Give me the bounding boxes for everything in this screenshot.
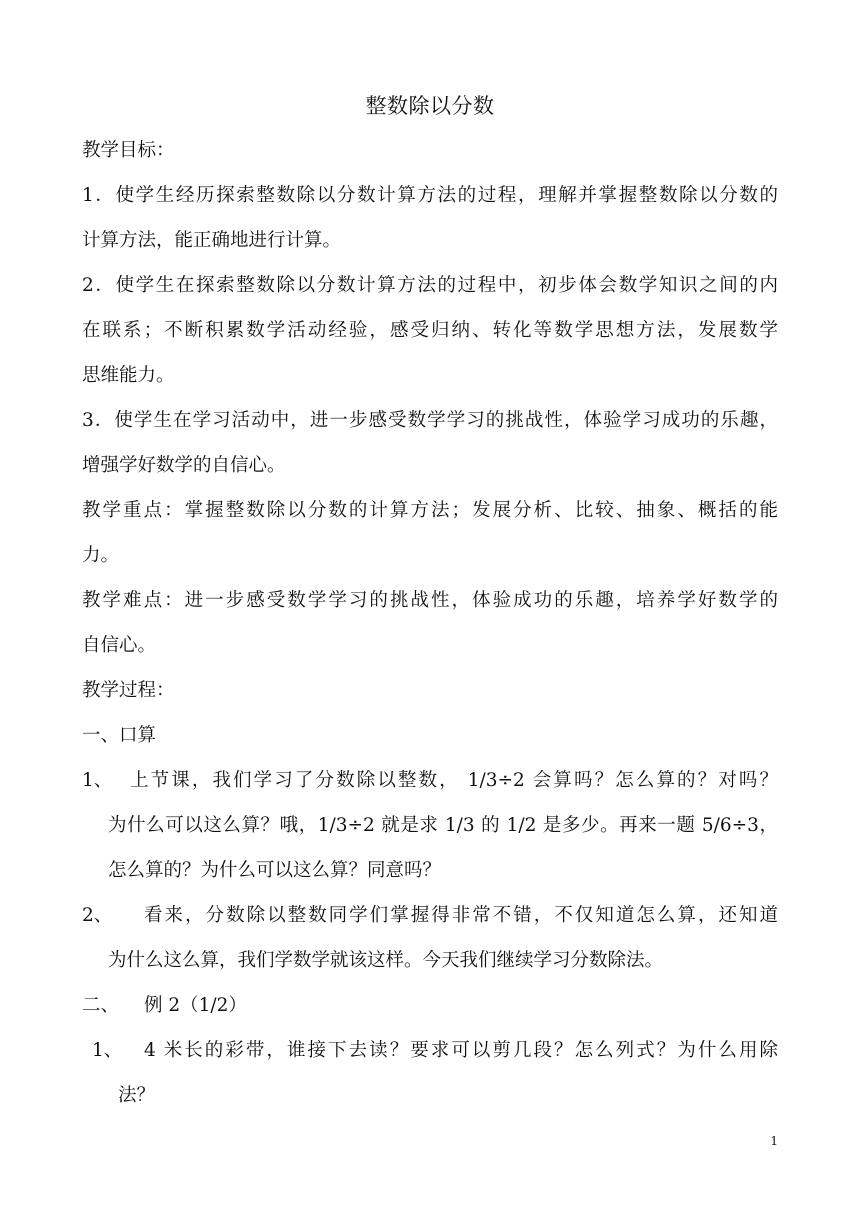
- section-1-item-2-line-2: 为什么这么算，我们学数学就该这样。今天我们继续学习分数除法。: [108, 950, 664, 971]
- objective-2-line-3: 思维能力。: [82, 365, 175, 386]
- section-1-item-1-line-2: 为什么可以这么算？哦，1/3÷2 就是求 1/3 的 1/2 是多少。再来一题 5/6÷3，: [108, 815, 778, 836]
- objective-1-line-1: 1．使学生经历探索整数除以分数计算方法的过程，理解并掌握整数除以分数的: [82, 185, 778, 206]
- section-1-item-2-marker: 2、: [82, 905, 113, 926]
- objective-2-line-2: 在联系；不断积累数学活动经验，感受归纳、转化等数学思想方法，发展数学: [82, 320, 778, 341]
- page-number: 1: [770, 1134, 778, 1148]
- objective-3-line-1: 3．使学生在学习活动中，进一步感受数学学习的挑战性，体验学习成功的乐趣，: [82, 410, 778, 431]
- process-heading: 教学过程：: [82, 680, 175, 701]
- section-2-item-1-line-2: 法？: [118, 1085, 156, 1106]
- section-1-heading: 一、口算: [82, 725, 157, 746]
- difficulties-line-1: 教学难点：进一步感受数学学习的挑战性，体验成功的乐趣，培养学好数学的: [82, 590, 778, 611]
- section-2-heading: 例 2（1/2）: [144, 995, 247, 1016]
- objectives-heading: 教学目标：: [82, 140, 175, 161]
- objective-2-line-1: 2．使学生在探索整数除以分数计算方法的过程中，初步体会数学知识之间的内: [82, 275, 778, 296]
- section-2-item-1-line-1: 4 米长的彩带，谁接下去读？要求可以剪几段？怎么列式？为什么用除: [144, 1040, 778, 1061]
- document-title: 整数除以分数: [365, 94, 495, 118]
- objective-3-line-2: 增强学好数学的自信心。: [82, 455, 286, 476]
- section-1-item-1-line-1: 上节课，我们学习了分数除以整数， 1/3÷2 会算吗？怎么算的？对吗？: [130, 770, 778, 791]
- key-points-line-1: 教学重点：掌握整数除以分数的计算方法；发展分析、比较、抽象、概括的能: [82, 500, 778, 521]
- key-points-line-2: 力。: [82, 545, 120, 566]
- section-1-item-1-line-3: 怎么算的？为什么可以这么算？同意吗？: [108, 860, 442, 881]
- objective-1-line-2: 计算方法，能正确地进行计算。: [82, 230, 342, 251]
- section-2-item-1-marker: 1、: [92, 1040, 123, 1061]
- difficulties-line-2: 自信心。: [82, 635, 157, 656]
- section-1-item-2-line-1: 看来，分数除以整数同学们掌握得非常不错，不仅知道怎么算，还知道: [144, 905, 778, 926]
- section-2-marker: 二、: [82, 995, 120, 1016]
- section-1-item-1-marker: 1、: [82, 770, 113, 791]
